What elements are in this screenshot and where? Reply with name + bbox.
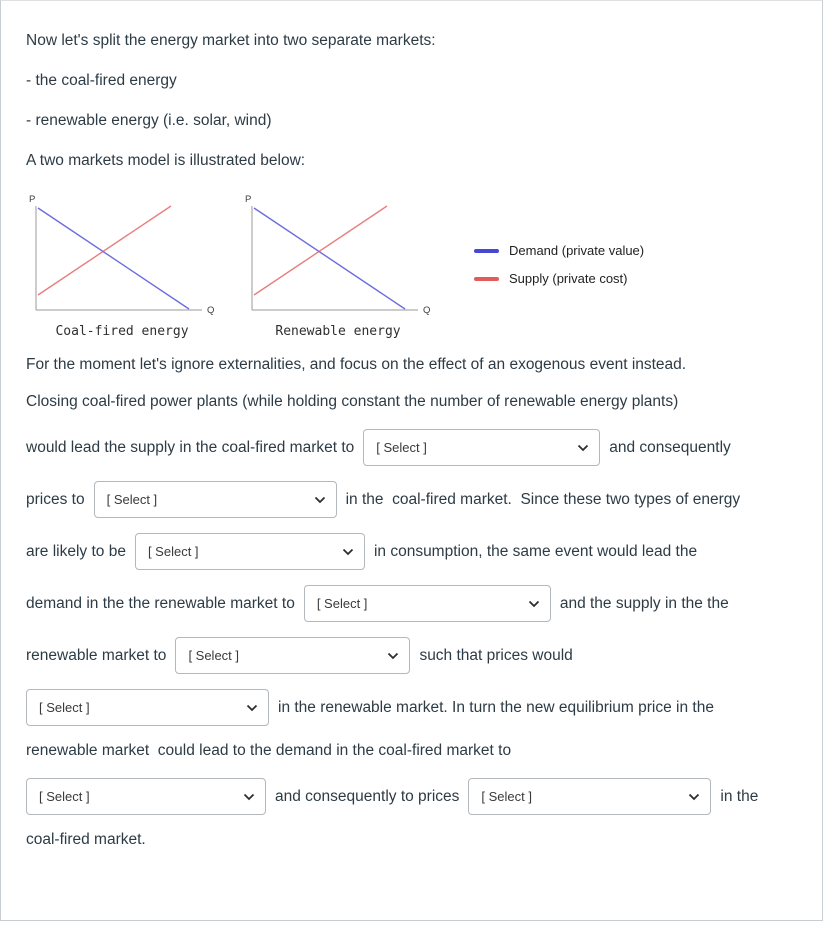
chevron-down-icon [528,600,540,608]
question-text: and the supply in the the [559,594,729,612]
select-placeholder: [ Select ] [39,788,90,804]
y-axis-label: P [245,194,252,205]
legend-item-demand [474,243,644,258]
coal-market-plot [26,191,218,319]
question-text: Closing coal-fired power plants (while holding constant the number of renewable energy plants) [26,393,679,410]
select-placeholder: [ Select ] [188,647,240,663]
intro-line-3: - renewable energy (i.e. solar, wind) [26,112,272,129]
supply-line [254,206,387,295]
intro-line-1: Now let's split the energy market into two separate markets: [26,32,436,49]
y-axis-label: P [29,194,36,205]
question-text: in the coal-fired market. Since these two types of energy [345,490,741,508]
figure-legend [474,243,644,299]
demand-line [254,208,405,309]
x-axis-label: Q [423,305,431,316]
renewable-prices-select[interactable] [26,689,269,726]
question-text: such that prices would [419,646,573,664]
coal-prices-2-select[interactable] [468,778,711,815]
two-markets-figure [26,191,797,339]
x-axis-label: Q [207,305,215,316]
question-text: demand in the the renewable market to [26,594,295,612]
consumption-relationship-select[interactable] [135,533,365,570]
coal-supply-select[interactable] [363,429,600,466]
renewable-market-plot [242,191,434,319]
renewable-market-chart [242,191,434,339]
question-text: and consequently [609,438,731,456]
legend-label-supply: Supply (private cost) [509,271,628,286]
chevron-down-icon [246,704,258,712]
chevron-down-icon [314,496,326,504]
select-placeholder: [ Select ] [316,595,368,611]
select-placeholder: [ Select ] [481,788,532,804]
question-text: renewable market to [26,646,167,664]
chart-title-coal: Coal-fired energy [55,324,189,339]
question-body [26,355,797,850]
chart-title-renewable: Renewable energy [275,324,401,339]
supply-line [38,206,171,295]
question-text: coal-fired market. [26,831,146,848]
coal-market-chart [26,191,218,339]
demand-line [38,208,189,309]
question-text: and consequently to prices [275,787,460,805]
question-text: in the renewable market. In turn the new equilibrium price in the [278,698,714,716]
chevron-down-icon [577,444,589,452]
renewable-supply-select[interactable] [175,637,410,674]
legend-item-supply [474,271,644,286]
intro-line-4: A two markets model is illustrated below: [26,152,306,169]
question-text: would lead the supply in the coal-fired market to [26,438,355,456]
question-text: For the moment let's ignore externalities, and focus on the effect of an exogenous event instead. [26,356,687,373]
chevron-down-icon [688,793,700,801]
chevron-down-icon [387,652,399,660]
select-placeholder: [ Select ] [147,543,199,559]
legend-label-demand: Demand (private value) [509,243,645,258]
coal-prices-select[interactable] [94,481,337,518]
select-placeholder: [ Select ] [39,699,90,715]
chevron-down-icon [342,548,354,556]
question-text: prices to [26,490,85,508]
coal-demand-select[interactable] [26,778,266,815]
renewable-demand-select[interactable] [304,585,551,622]
question-text: renewable market could lead to the demand in the coal-fired market to [26,742,512,759]
chevron-down-icon [243,793,255,801]
question-text: are likely to be [26,542,126,560]
select-placeholder: [ Select ] [376,439,427,455]
select-placeholder: [ Select ] [106,491,158,507]
demand-line-swatch [474,249,499,253]
question-text: in consumption, the same event would lead the [373,542,698,560]
supply-line-swatch [474,277,499,281]
question-text: in the [720,787,759,805]
intro-line-2: - the coal-fired energy [26,72,177,89]
